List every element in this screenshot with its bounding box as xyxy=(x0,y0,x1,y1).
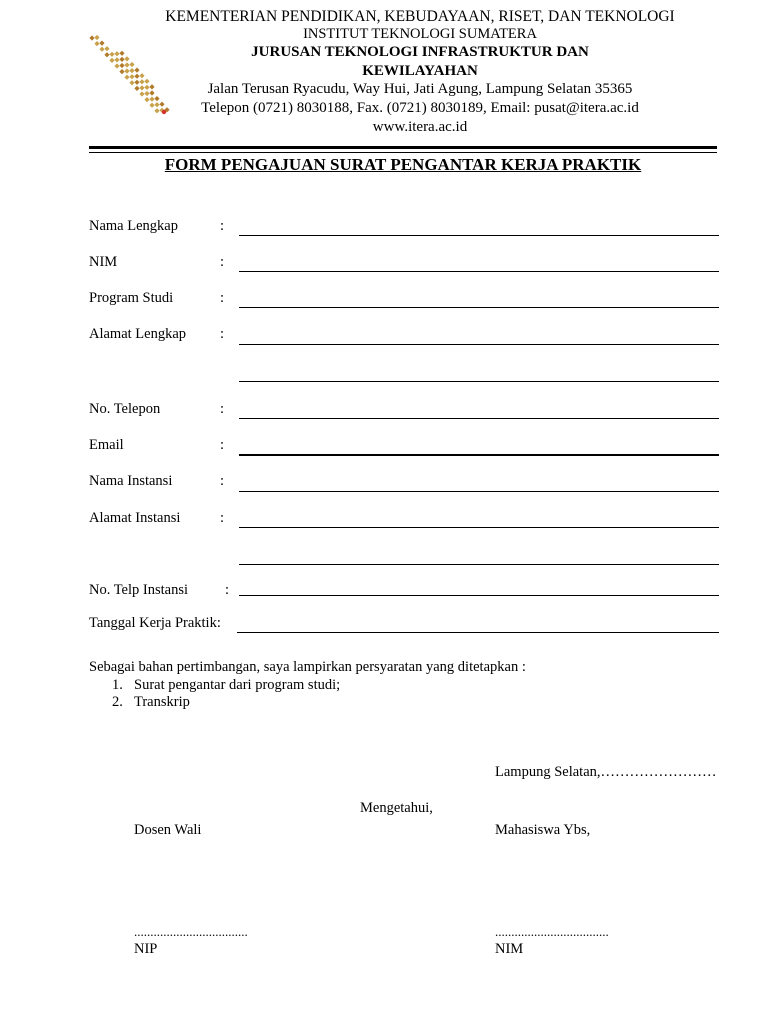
field-line-tanggal-kerja-praktik[interactable] xyxy=(237,632,719,633)
field-line-program-studi[interactable] xyxy=(239,307,719,308)
logo-tile xyxy=(89,35,94,40)
label-no-telepon: No. Telepon xyxy=(89,401,161,417)
website: www.itera.ac.id xyxy=(372,119,468,135)
logo-tile xyxy=(134,80,139,85)
logo-tile xyxy=(109,52,114,57)
attachment-number: 1. xyxy=(112,677,123,693)
attachment-item: Surat pengantar dari program studi; xyxy=(134,677,341,693)
field-line-no-telp-instansi[interactable] xyxy=(239,595,719,596)
colon: : xyxy=(220,473,225,489)
field-line-alamat-instansi-2[interactable] xyxy=(239,564,719,565)
label-nama-instansi: Nama Instansi xyxy=(89,473,173,489)
form-title: FORM PENGAJUAN SURAT PENGANTAR KERJA PRAKTIK xyxy=(164,155,642,174)
field-line-email[interactable] xyxy=(239,454,719,456)
colon: : xyxy=(220,254,225,270)
logo-tile xyxy=(134,74,139,79)
nim-label: NIM xyxy=(495,941,524,957)
logo-tile xyxy=(114,51,119,56)
field-line-alamat-lengkap-2[interactable] xyxy=(239,381,719,382)
field-line-nim[interactable] xyxy=(239,271,719,272)
dosen-signature-line[interactable]: ................................... xyxy=(134,924,248,939)
label-alamat-instansi: Alamat Instansi xyxy=(89,510,181,526)
mengetahui-label: Mengetahui, xyxy=(360,800,433,816)
colon: : xyxy=(225,582,230,598)
colon: : xyxy=(220,218,225,234)
attachment-item: Transkrip xyxy=(134,694,190,710)
field-line-nama-instansi[interactable] xyxy=(239,491,719,492)
label-email: Email xyxy=(89,437,124,453)
department-name-line1: JURUSAN TEKNOLOGI INFRASTRUKTUR DAN xyxy=(251,44,589,60)
attachments-intro: Sebagai bahan pertimbangan, saya lampirkan persyaratan yang ditetapkan : xyxy=(89,659,526,675)
place-date: Lampung Selatan,…………………… xyxy=(495,764,717,780)
logo-tile xyxy=(119,51,124,56)
logo-tile xyxy=(124,62,129,67)
logo-tile xyxy=(124,56,129,61)
logo-tile xyxy=(124,75,129,80)
field-line-alamat-lengkap[interactable] xyxy=(239,344,719,345)
colon: : xyxy=(220,510,225,526)
mahasiswa-signature-line[interactable]: ................................... xyxy=(495,924,609,939)
label-no-telp-instansi: No. Telp Instansi xyxy=(89,582,189,598)
logo-tile xyxy=(94,41,99,46)
logo-tile xyxy=(134,86,139,91)
field-line-alamat-instansi[interactable] xyxy=(239,527,719,528)
logo-tile xyxy=(119,57,124,62)
colon: : xyxy=(220,326,225,342)
dosen-wali-label: Dosen Wali xyxy=(134,822,202,838)
mahasiswa-label: Mahasiswa Ybs, xyxy=(495,822,591,838)
label-alamat-lengkap: Alamat Lengkap xyxy=(89,326,187,342)
label-nama-lengkap: Nama Lengkap xyxy=(89,218,178,234)
logo-tile xyxy=(134,68,139,73)
ministry-name: KEMENTERIAN PENDIDIKAN, KEBUDAYAAN, RISET, DAN TEKNOLOGI xyxy=(165,8,675,25)
field-line-nama-lengkap[interactable] xyxy=(239,235,719,236)
logo-tile xyxy=(129,68,134,73)
logo-tile xyxy=(129,74,134,79)
attachment-number: 2. xyxy=(112,694,123,710)
colon: : xyxy=(220,437,225,453)
header-divider-thick xyxy=(89,146,717,149)
field-line-no-telepon[interactable] xyxy=(239,418,719,419)
logo-tile xyxy=(124,69,129,74)
logo-tile xyxy=(94,35,99,40)
header-divider-thin xyxy=(89,152,717,153)
contact-info: Telepon (0721) 8030188, Fax. (0721) 8030189, Email: pusat@itera.ac.id xyxy=(201,100,639,116)
label-nim: NIM xyxy=(89,254,118,270)
colon: : xyxy=(220,401,225,417)
logo-tile xyxy=(104,52,109,57)
logo-tile xyxy=(129,62,134,67)
logo-tile xyxy=(109,58,114,63)
logo-tile xyxy=(114,57,119,62)
logo-tile xyxy=(104,46,109,51)
logo-tile xyxy=(99,47,104,52)
address: Jalan Terusan Ryacudu, Way Hui, Jati Agung, Lampung Selatan 35365 xyxy=(207,81,633,97)
logo-tile xyxy=(99,41,104,46)
logo-tile xyxy=(119,63,124,68)
nip-label: NIP xyxy=(134,941,158,957)
label-tanggal-kerja-praktik: Tanggal Kerja Praktik: xyxy=(89,615,221,631)
institute-name: INSTITUT TEKNOLOGI SUMATERA xyxy=(303,26,537,42)
logo-tile xyxy=(129,80,134,85)
logo-tile xyxy=(114,63,119,68)
department-name-line2: KEWILAYAHAN xyxy=(362,63,478,79)
label-program-studi: Program Studi xyxy=(89,290,174,306)
logo-tile xyxy=(119,69,124,74)
colon: : xyxy=(220,290,225,306)
